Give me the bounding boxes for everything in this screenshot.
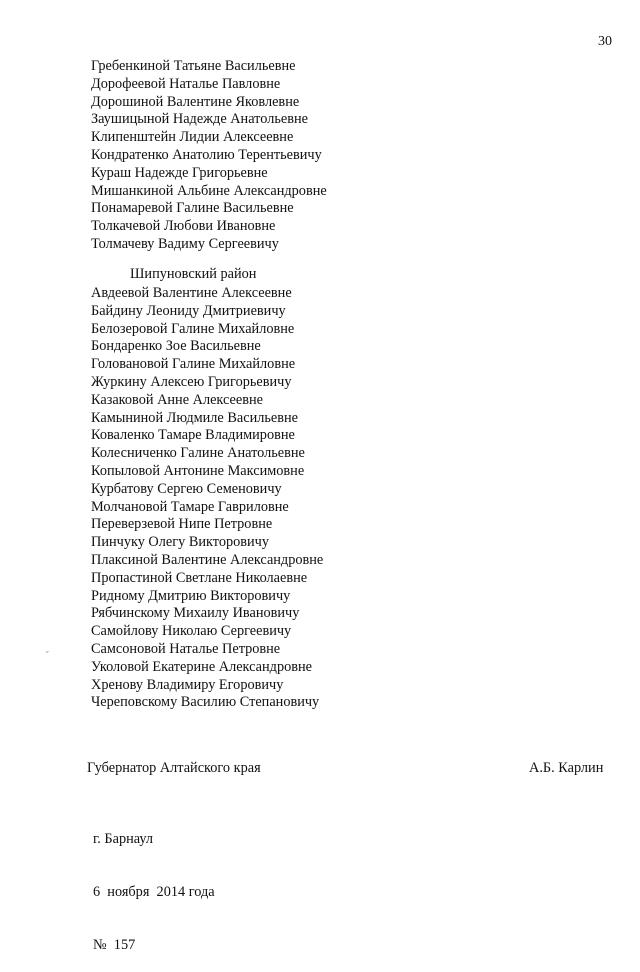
list-item: Дорофеевой Наталье Павловне (91, 75, 281, 92)
list-item: Мишанкиной Альбине Александровне (91, 182, 327, 199)
list-item: Кондратенко Анатолию Терентьевичу (91, 146, 322, 163)
list-item: Камыниной Людмиле Васильевне (91, 409, 298, 426)
list-item: Клипенштейн Лидии Алексеевне (91, 129, 294, 146)
list-item: Заушицыной Надежде Анатольевне (91, 111, 308, 128)
list-item: Понамаревой Галине Васильевне (91, 200, 294, 217)
document-number: № 157 (93, 936, 136, 953)
list-item: Авдеевой Валентине Алексеевне (91, 285, 292, 301)
name-list-shipunovsky (91, 285, 323, 712)
list-item: Толмачеву Вадиму Сергеевичу (91, 235, 279, 252)
list-item: Коваленко Тамаре Владимировне (91, 427, 295, 444)
list-item: Белозеровой Галине Михайловне (91, 320, 295, 337)
list-item: Самсоновой Наталье Петровне (91, 640, 281, 657)
stray-mark: ˇ (46, 650, 49, 659)
list-item: Дорошиной Валентине Яковлевне (91, 93, 300, 110)
list-item: Кураш Надежде Григорьевне (91, 164, 268, 181)
list-item: Пропастиной Светлане Николаевне (91, 569, 308, 586)
name-list-continued (91, 58, 327, 254)
list-item: Самойлову Николаю Сергеевичу (91, 623, 292, 640)
signature-title: Губернатор Алтайского края (87, 760, 261, 776)
document-meta (93, 796, 215, 972)
list-item: Курбатову Сергею Семеновичу (91, 480, 282, 497)
district-heading: Шипуновский район (130, 266, 257, 282)
page-number: 30 (598, 34, 612, 49)
list-item: Ридному Дмитрию Викторовичу (91, 587, 291, 604)
list-item: Колесниченко Галине Анатольевне (91, 445, 305, 462)
list-item: Переверзевой Нипе Петровне (91, 516, 273, 533)
list-item: Рябчинскому Михаилу Ивановичу (91, 605, 300, 622)
document-date: 6 ноября 2014 года (93, 883, 215, 900)
list-item: Байдину Леониду Дмитриевичу (91, 302, 286, 319)
list-item: Молчановой Тамаре Гавриловне (91, 498, 289, 515)
document-city: г. Барнаул (93, 831, 154, 848)
list-item: Уколовой Екатерине Александровне (91, 658, 312, 675)
list-item: Череповскому Василию Степановичу (91, 694, 320, 711)
signature-name: А.Б. Карлин (529, 760, 604, 776)
list-item: Пинчуку Олегу Викторовичу (91, 534, 270, 551)
list-item: Копыловой Антонине Максимовне (91, 462, 305, 479)
list-item: Толкачевой Любови Ивановне (91, 218, 276, 235)
list-item: Журкину Алексею Григорьевичу (91, 373, 292, 390)
list-item: Хренову Владимиру Егоровичу (91, 676, 284, 693)
list-item: Плаксиной Валентине Александровне (91, 551, 324, 568)
list-item: Гребенкиной Татьяне Васильевне (91, 58, 296, 74)
list-item: Бондаренко Зое Васильевне (91, 338, 261, 355)
list-item: Головановой Галине Михайловне (91, 356, 296, 373)
list-item: Казаковой Анне Алексеевне (91, 391, 263, 408)
